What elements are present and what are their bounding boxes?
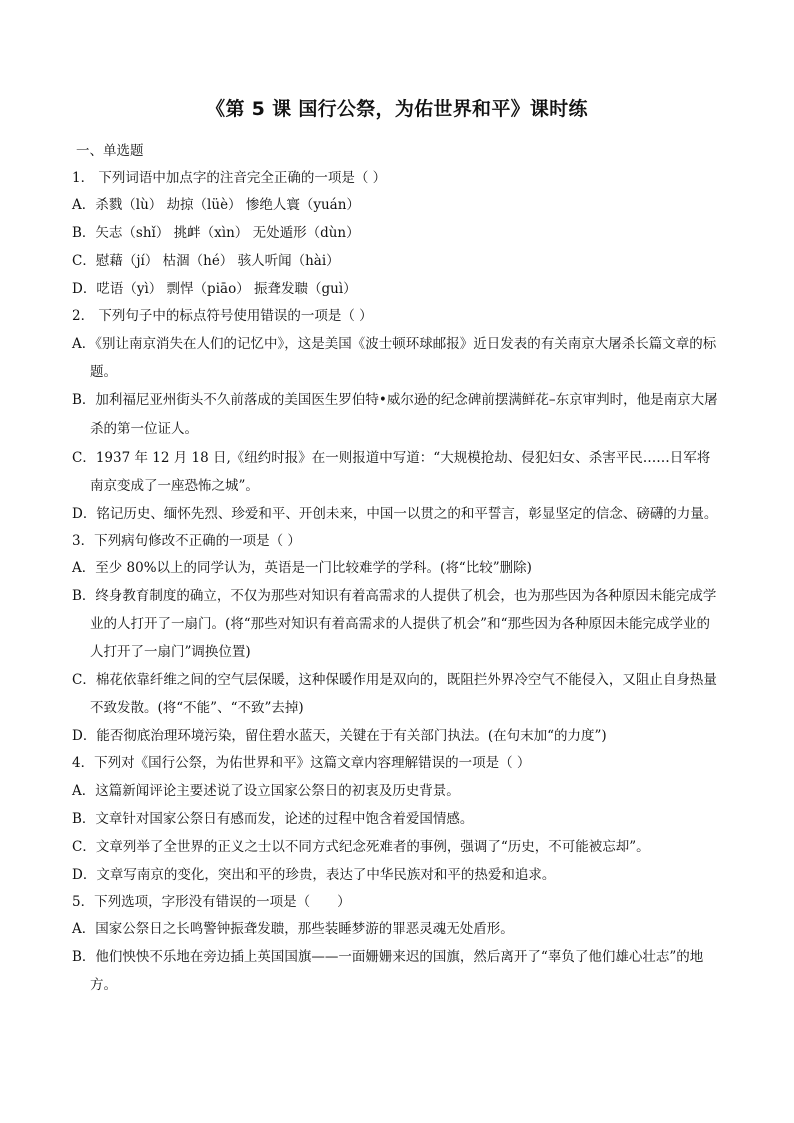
option-d: D．呓语（yì） 剽悍（piāo） 振聋发聩（guì） <box>72 281 357 297</box>
option-c: C．1937 年 12 月 18 日,《纽约时报》在一则报道中写道：“大规模抢劫、侵犯妇女、杀害平民……日军将南京变成了一座恐怖之城”。 <box>72 449 711 494</box>
page-title: 《第 5 课 国行公祭，为佑世界和平》课时练 <box>206 98 588 120</box>
option-b: B．文章针对国家公祭日有感而发，论述的过程中饱含着爱国情感。 <box>72 810 474 827</box>
option-a: A．至少 80%以上的同学认为，英语是一门比较难学的学科。(将“比较”删除) <box>72 560 532 576</box>
question-2 <box>72 303 722 528</box>
question-stem: 4．下列对《国行公祭，为佑世界和平》这篇文章内容理解错误的一项是（ ） <box>72 755 531 771</box>
question-5 <box>72 889 722 1000</box>
section-heading: 一、单选题 <box>76 143 144 159</box>
option-b: B．终身教育制度的确立，不仅为那些对知识有着高需求的人提供了机会，也为那些因为各种原因未能完成学业的人打开了一扇门。(将“那些对知识有着高需求的人提供了机会”和“那些因为各种原因未能完成学业的人打开了一扇门”调换位置) <box>72 588 717 660</box>
option-c: C．慰藉（jí） 枯涸（hé） 骇人听闻（hài） <box>72 253 340 269</box>
question-1 <box>72 165 722 304</box>
option-b: B．矢志（shǐ） 挑衅（xìn） 无处遁形（dùn） <box>72 225 360 241</box>
option-a: A．杀戮（lù） 劫掠（lüè） 惨绝人寰（yuán） <box>72 197 360 213</box>
option-c: C．棉花依靠纤维之间的空气层保暖，这种保暖作用是双向的，既阻拦外界冷空气不能侵入，又阻止自身热量不致发散。(将“不能”、“不致”去掉) <box>72 672 717 716</box>
question-stem: 3．下列病句修改不正确的一项是（ ） <box>72 532 301 549</box>
question-stem: 2． 下列句子中的标点符号使用错误的一项是（ ） <box>72 308 373 324</box>
question-3 <box>72 528 722 751</box>
question-stem: 5．下列选项，字形没有错误的一项是（ ） <box>72 893 351 910</box>
question-stem: 1． 下列词语中加点字的注音完全正确的一项是（ ） <box>72 169 387 186</box>
option-c: C．文章列举了全世界的正义之士以不同方式纪念死难者的事例，强调了“历史，不可能被忘却”。 <box>72 838 650 855</box>
exercise-content <box>72 138 722 999</box>
option-b: B．加利福尼亚州街头不久前落成的美国医生罗伯特•威尔逊的纪念碑前摆满鲜花–东京审判时，他是南京大屠杀的第一位证人。 <box>72 391 718 437</box>
question-4 <box>72 750 722 889</box>
option-b: B．他们怏怏不乐地在旁边插上英国国旗——一面姗姗来迟的国旗，然后离开了“辜负了他们雄心壮志”的地方。 <box>72 949 704 993</box>
option-d: D．能否彻底治理环境污染，留住碧水蓝天，关键在于有关部门执法。(在句末加“的力度”) <box>72 728 607 744</box>
option-a: A．国家公祭日之长鸣警钟振聋发聩，那些装睡梦游的罪恶灵魂无处盾形。 <box>72 921 514 937</box>
option-a: A．《别让南京消失在人们的记忆中》，这是美国《波士顿环球邮报》近日发表的有关南京大屠杀长篇文章的标题。 <box>72 335 717 380</box>
option-d: D．铭记历史、缅怀先烈、珍爱和平、开创未来，中国一以贯之的和平誓言，彰显坚定的信念、磅礴的力量。 <box>72 505 718 522</box>
option-a: A．这篇新闻评论主要述说了设立国家公祭日的初衷及历史背景。 <box>72 782 460 799</box>
option-d: D．文章写南京的变化，突出和平的珍贵，表达了中华民族对和平的热爱和追求。 <box>72 866 556 883</box>
